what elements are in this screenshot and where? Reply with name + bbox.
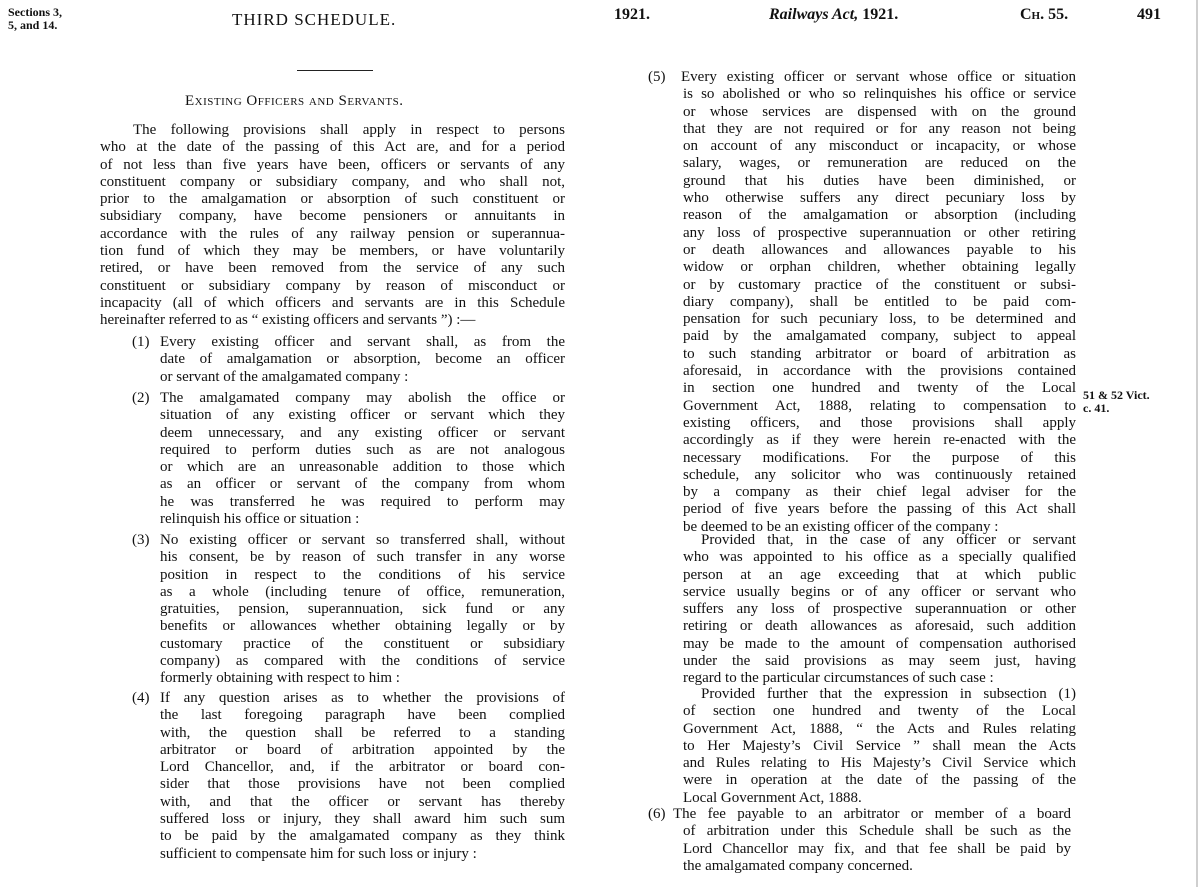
text-line: and Rules relating to His Majesty’s Civil Service which (683, 755, 1076, 772)
text-line: the amalgamated company concerned. (683, 857, 913, 874)
text-line: he was transferred he was required to perform may (160, 493, 565, 510)
text-line: of section one hundred and twenty of the Local (683, 703, 1076, 720)
text-line: to be paid by the amalgamated company as they think (160, 828, 565, 845)
text-line: incapacity (all of which officers and servants are in this Schedule (100, 294, 565, 311)
text-line: the last foregoing paragraph have been complied (160, 707, 565, 724)
text-line: reason of the amalgamation or absorption (including (683, 207, 1076, 224)
text-line: were in operation at the date of the passing of the (683, 772, 1076, 789)
running-header (0, 6, 1200, 26)
text-line: Government Act, 1888, relating to compensation to (683, 397, 1076, 414)
text-line: as an officer or servant of the company from whom (160, 476, 565, 493)
text-line: benefits or allowances whether obtaining legally or by (160, 618, 565, 635)
text-line: with, the question shall be referred to a standing (160, 724, 565, 741)
page-number: 491 (1137, 6, 1161, 23)
text-line: Local Government Act, 1888. (683, 789, 862, 806)
text-line: who was appointed to his office as a specially qualified (683, 549, 1076, 566)
text-line: The following provisions shall apply in respect to persons (133, 122, 565, 138)
text-line: by a company as their chief legal adviser for the (683, 484, 1076, 501)
page-edge (1196, 0, 1198, 887)
header-year: 1921. (614, 6, 650, 23)
item-6-paragraph (673, 806, 1071, 875)
title-rule (297, 70, 373, 71)
text-line: may be made to the amount of compensation authorised (683, 635, 1076, 652)
text-line: diary company), shall be entitled to be paid com- (683, 293, 1076, 310)
text-line: or whose services are dispensed with on the ground (683, 103, 1076, 120)
text-line: necessary modifications. For the purpose of this (683, 449, 1076, 466)
text-line: any loss of prospective superannuation or other retiring (683, 224, 1076, 241)
item-number: (4) (132, 690, 150, 706)
text-line: existing officers, and those provisions shall apply (683, 414, 1076, 431)
text-line: required to perform duties such as are not analogous (160, 441, 565, 458)
text-line: The amalgamated company may abolish the office or (160, 390, 565, 406)
item-2-paragraph (160, 390, 565, 528)
text-line: Provided further that the expression in subsection (1) (701, 686, 1076, 702)
item-4-paragraph (160, 690, 565, 863)
text-line: to such standing arbitrator or board of arbitration as (683, 345, 1076, 362)
text-line: company) as compared with the conditions of service (160, 653, 565, 670)
text-line: under the said provisions as may seem just, having (683, 653, 1076, 670)
text-line: constituent or subsidiary company by reason of misconduct or (100, 277, 565, 294)
text-line: No existing officer or servant so transferred shall, without (160, 532, 565, 548)
text-line: accordance with the rules of any railway pension or superannua- (100, 225, 565, 242)
item-number: (6) (648, 806, 666, 822)
text-line: Lord Chancellor, and, if the arbitrator or board con- (160, 759, 565, 776)
section-subheading: Existing Officers and Servants. (185, 93, 404, 109)
text-line: widow or orphan children, whether obtaining legally (683, 259, 1076, 276)
text-line: pensation for such pecuniary loss, to be determined and (683, 311, 1076, 328)
margin-note-line: 5, and 14. (8, 18, 58, 32)
text-line: position in respect to the conditions of his service (160, 566, 565, 583)
text-line: that they are not required or for any reason not being (683, 120, 1076, 137)
text-line: on account of any misconduct or incapacity, or whose (683, 138, 1076, 155)
text-line: who at the date of the passing of this Act are, and for a period (100, 139, 565, 156)
text-line: suffers any loss of prospective superannuation or other (683, 601, 1076, 618)
margin-note-line: 51 & 52 Vict. (1083, 388, 1150, 402)
text-line: regard to the particular circumstances of such case : (683, 670, 994, 687)
text-line: tion fund of which they may be members, or have voluntarily (100, 243, 565, 260)
text-line: or by customary practice of the constituent or subsi- (683, 276, 1076, 293)
text-line: arbitrator or board of arbitration appointed by the (160, 741, 565, 758)
text-line: with, and that the officer or servant has thereby (160, 793, 565, 810)
text-line: date of amalgamation or absorption, become an officer (160, 351, 565, 368)
text-line: Provided that, in the case of any officer or servant (701, 532, 1076, 548)
text-line: or death allowances and allowances payable to his (683, 241, 1076, 258)
text-line: retiring or death allowances as aforesaid, such addition (683, 618, 1076, 635)
text-line: period of five years before the passing of this Act shall (683, 501, 1076, 518)
text-line: of not less than five years have been, officers or servants of any (100, 156, 565, 173)
header-act-title (769, 6, 898, 24)
item-number: (2) (132, 390, 150, 406)
text-line: ground that his duties have been diminished, or (683, 172, 1076, 189)
text-line: Lord Chancellor may fix, and that fee shall be paid by (683, 840, 1071, 857)
text-line: constituent company or subsidiary company, and who shall not, (100, 173, 565, 190)
text-line: his consent, be by reason of such transfer in any worse (160, 549, 565, 566)
text-line: The fee payable to an arbitrator or member of a board (673, 806, 1071, 822)
text-line: of arbitration under this Schedule shall be such as the (683, 823, 1071, 840)
text-line: as a whole (including tenure of office, remuneration, (160, 583, 565, 600)
text-line: paid by the amalgamated company, subject to appeal (683, 328, 1076, 345)
text-line: sider that those provisions have not been complied (160, 776, 565, 793)
header-act-name: Railways Act, (769, 6, 859, 23)
text-line: accordingly as if they were herein re-enacted with the (683, 432, 1076, 449)
text-line: person at an age exceeding that at which public (683, 566, 1076, 583)
header-act-year: 1921. (862, 6, 899, 23)
item-1-paragraph (160, 334, 565, 386)
item-number: (3) (132, 532, 150, 548)
text-line: sufficient to compensate him for such loss or injury : (160, 845, 477, 862)
text-line: salary, wages, or remuneration are reduced on the (683, 155, 1076, 172)
text-line: is so abolished or who so relinquishes his office or service (683, 86, 1076, 103)
text-line: schedule, any solicitor who was continuously retained (683, 466, 1076, 483)
text-line: retired, or have been removed from the service of any such (100, 260, 565, 277)
header-chapter: Ch. 55. (1020, 6, 1069, 23)
text-line: or which are an unreasonable addition to those which (160, 459, 565, 476)
text-line: aforesaid, in accordance with the provisions contained (683, 363, 1076, 380)
text-line: Every existing officer or servant whose office or situation (681, 69, 1076, 85)
text-line: to Her Majesty’s Civil Service ” shall mean the Acts (683, 737, 1076, 754)
text-line: or servant of the amalgamated company : (160, 368, 409, 385)
item-5-paragraph (681, 69, 1076, 536)
text-line: service usually begins or of any officer or servant who (683, 583, 1076, 600)
text-line: situation of any existing officer or servant which they (160, 407, 565, 424)
text-line: who otherwise suffers any direct pecuniary loss by (683, 190, 1076, 207)
margin-note-statute (1083, 389, 1150, 415)
margin-note-line: c. 41. (1083, 401, 1110, 415)
proviso-paragraph-2 (683, 686, 1076, 807)
item-number: (1) (132, 334, 150, 350)
text-line: deem unnecessary, and any existing officer or servant (160, 424, 565, 441)
text-line: be deemed to be an existing officer of the company : (683, 518, 999, 535)
item-3-paragraph (160, 532, 565, 688)
text-line: gratuities, pension, superannuation, sick fund or any (160, 601, 565, 618)
proviso-paragraph-1 (683, 532, 1076, 688)
text-line: relinquish his office or situation : (160, 511, 360, 528)
text-line: Every existing officer and servant shall, as from the (160, 334, 565, 350)
text-line: Government Act, 1888, “ the Acts and Rules relating (683, 720, 1076, 737)
text-line: prior to the amalgamation or absorption of such constituent or (100, 191, 565, 208)
text-line: If any question arises as to whether the provisions of (160, 690, 565, 706)
text-line: suffered loss or injury, they shall award him such sum (160, 811, 565, 828)
margin-note-line: Sections 3, (8, 5, 62, 19)
text-line: in section one hundred and twenty of the Local (683, 380, 1076, 397)
item-number: (5) (648, 69, 666, 85)
text-line: formerly obtaining with respect to him : (160, 670, 400, 687)
text-line: subsidiary company, have become pensioners or annuitants in (100, 208, 565, 225)
intro-paragraph (100, 122, 565, 330)
schedule-title: THIRD SCHEDULE. (232, 10, 397, 29)
text-line: customary practice of the constituent or subsidiary (160, 635, 565, 652)
text-line: hereinafter referred to as “ existing officers and servants ”) :— (100, 312, 476, 329)
